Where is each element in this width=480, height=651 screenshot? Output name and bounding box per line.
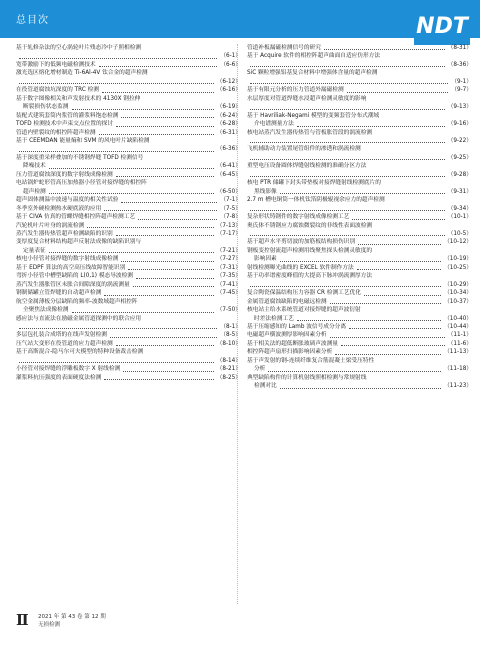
leader-dots: [349, 328, 441, 329]
toc-entry[interactable]: [16, 281, 241, 289]
toc-entry[interactable]: [16, 61, 241, 69]
leader-dots: [297, 320, 441, 321]
toc-entry[interactable]: [16, 298, 241, 315]
toc-page-number: （6-28）: [216, 121, 241, 128]
leader-dots: [280, 388, 441, 389]
toc-entry[interactable]: [16, 365, 241, 373]
toc-entry[interactable]: [16, 238, 241, 255]
leader-dots: [104, 210, 217, 211]
toc-page-number: （9-16）: [447, 121, 472, 128]
leader-dots: [49, 168, 214, 169]
toc-entry-title: 基于深度重采样叠加的不锈钢焊缝 TOFD 检测信号: [16, 154, 144, 161]
toc-page-number: （6-6）: [220, 61, 241, 68]
toc-page-number: （6-41）: [216, 163, 241, 170]
toc-page-number: （9-31）: [447, 188, 472, 195]
toc-page-number: （10-40）: [444, 315, 472, 322]
toc-entry-text: 时差法检测工艺: [254, 315, 294, 322]
toc-entry-title: 激光选区熔化增材制造 Ti-6Al-4V 钛合金的超声检测: [16, 70, 148, 77]
toc-entry-text: TOFD 检测技术中声束交点位置的探讨: [16, 121, 114, 128]
logo-text: NDT: [416, 14, 468, 39]
toc-page-number: （7-45）: [216, 290, 241, 297]
toc-entry-text: 分析: [254, 366, 266, 373]
toc-page-number: （9-7）: [451, 87, 472, 94]
toc-entry[interactable]: [247, 129, 472, 146]
toc-entry[interactable]: [16, 331, 241, 339]
toc-entry[interactable]: [247, 238, 472, 246]
toc-entry-text: 压力管道腐蚀深度的数字射线成像检测: [16, 171, 113, 178]
leader-dots: [121, 117, 213, 118]
leader-dots: [250, 66, 445, 67]
toc-page-number: （11-18）: [444, 366, 472, 373]
leader-dots: [102, 92, 214, 93]
toc-entry[interactable]: [247, 69, 472, 86]
toc-entry-text: 断裂损伤状态监测: [23, 104, 69, 111]
leader-dots: [324, 49, 445, 50]
leader-dots: [19, 362, 214, 363]
toc-entry-text: 装配式建筑套筒内浆管的灌浆料饱态检测: [16, 112, 119, 119]
leader-dots: [19, 151, 214, 152]
toc-entry-text: 弯折小径管中槽型缺陷的 L(0,1) 模态导波检测: [16, 273, 133, 280]
leader-dots: [330, 303, 441, 304]
toc-entry[interactable]: [16, 222, 241, 230]
toc-entry-text: 电磁超声横波测厚影响因素分析: [247, 332, 327, 339]
toc-entry-title: 基于高斯混合-隐马尔可夫模型的特种设备裁击检测: [16, 349, 144, 356]
leader-dots: [121, 202, 217, 203]
toc-page-number: （9-22）: [447, 137, 472, 144]
leader-dots: [116, 345, 214, 346]
leader-dots: [87, 227, 213, 228]
toc-entry[interactable]: [247, 52, 472, 69]
toc-entry[interactable]: [16, 44, 241, 52]
toc-entry[interactable]: [247, 306, 472, 323]
toc-entry[interactable]: [16, 264, 241, 272]
toc-entry-text: 基于相关法的超低断胀玻璃声波测量: [247, 340, 338, 347]
toc-entry-text: 黑线影像: [254, 188, 277, 195]
toc-entry-title: 核电站蒸汽发生器传热管与管板胀管段的涡流检测: [247, 129, 373, 136]
leader-dots: [280, 193, 445, 194]
toc-right-column: [247, 44, 472, 391]
leader-dots: [297, 126, 445, 127]
toc-entry-text: 冬季室外硬检测热水硬底液的应用: [16, 205, 102, 212]
toc-entry-title: 变厚度复合材料结构超声反射法成像的缺陷识别与: [16, 239, 142, 246]
leader-dots: [116, 235, 214, 236]
toc-entry-title: 基于功率谱密度峰值的大提高下脉冲涡流测厚方法: [247, 273, 373, 280]
toc-page-number: （9-13）: [447, 104, 472, 111]
toc-page-number: （7-1）: [220, 197, 241, 204]
toc-entry-title: 基于 CEEMDAN 能量熵和 SVM 的风电叶片缺陷检测: [16, 137, 150, 144]
toc-entry-text: 基于轧修杂法的空心涡轮叶片残态冷中子照相检测: [16, 45, 142, 51]
leader-dots: [364, 295, 441, 296]
toc-entry-text: 复合陶瓷保温结构压力容器 CR 检测工艺优化: [247, 290, 361, 297]
toc-entry-text: 影响因素: [254, 256, 277, 263]
leader-dots: [19, 328, 217, 329]
toc-page-number: （10-19）: [444, 256, 472, 263]
toc-page-number: （10-25）: [444, 264, 472, 271]
toc-page-number: （7-31）: [216, 264, 241, 271]
toc-page-number: （7-50）: [216, 307, 241, 314]
toc-page-number: （8-14）: [216, 357, 241, 364]
toc-entry-text: 管道补板漏磁检测信号的研究: [247, 45, 321, 51]
toc-entry[interactable]: [16, 112, 241, 120]
toc-entry[interactable]: [247, 374, 472, 391]
toc-entry[interactable]: [247, 162, 472, 179]
leader-dots: [341, 345, 445, 346]
leader-dots: [250, 109, 445, 110]
leader-dots: [357, 269, 441, 270]
toc-page-number: （11-1）: [447, 332, 472, 339]
leader-dots: [110, 337, 217, 338]
toc-page-number: （7-13）: [216, 222, 241, 229]
leader-dots: [72, 109, 214, 110]
toc-page-number: （6-19）: [216, 104, 241, 111]
toc-entry[interactable]: [16, 205, 241, 213]
toc-entry-title: 典型缺陷构件的计算机射线照相检测与常规射线: [247, 374, 367, 381]
leader-dots: [138, 219, 217, 220]
toc-entry-title: 基于 Acquire 软件的相控阵超声曲面自适应仿形方法: [247, 53, 381, 60]
toc-entry[interactable]: [247, 331, 472, 339]
toc-entry-text: 超声检测: [23, 188, 46, 195]
toc-entry-text: 定量表征: [23, 247, 46, 254]
header-bar: [0, 0, 480, 38]
toc-page-number: （8-31）: [447, 45, 472, 51]
toc-page-number: （10-34）: [444, 290, 472, 297]
toc-entry-title: SiC 颗粒增强铝基复合材料中增强体含量的超声检测: [247, 70, 378, 77]
toc-page-number: （11-6）: [447, 340, 472, 347]
toc-page-number: （8-36）: [447, 61, 472, 68]
toc-entry-title: 基于数字图像相关和声发射技术的 4130X 钢拉伸: [16, 95, 141, 102]
toc-entry[interactable]: [16, 213, 241, 221]
leader-dots: [19, 58, 217, 59]
toc-entry[interactable]: [247, 323, 472, 331]
toc-page-number: （10-5）: [447, 230, 472, 237]
toc-entry-title: 电站锅炉蛇形管高压加热器小径管对接焊缝的相控阵: [16, 180, 147, 187]
leader-dots: [352, 219, 444, 220]
toc-entry-text: 小径管对接焊缝的浮雕板数字 X 射线检测: [16, 366, 121, 373]
toc-entry-title: 水层厚度对管道焊缝水浸超声检测灵敏度的影响: [247, 95, 367, 102]
leader-dots: [250, 142, 445, 143]
toc-entry[interactable]: [247, 196, 472, 213]
ndt-logo-icon: [414, 5, 470, 45]
toc-entry[interactable]: [16, 272, 241, 280]
toc-page-number: （8-5）: [220, 332, 241, 339]
toc-entry[interactable]: [16, 196, 241, 204]
toc-entry[interactable]: [16, 179, 241, 196]
toc-page-number: （6-16）: [216, 87, 241, 94]
journal-name: 无损检测: [38, 622, 61, 628]
toc-page-number: （8-10）: [216, 340, 241, 347]
leader-dots: [136, 278, 214, 279]
toc-entry-text: 相控阵超声扇形扫描影响因素分析: [247, 349, 333, 356]
toc-page-number: （7-35）: [216, 273, 241, 280]
toc-entry[interactable]: [247, 340, 472, 348]
toc-page-number: （6-31）: [216, 129, 241, 136]
leader-dots: [347, 92, 449, 93]
leader-dots: [99, 134, 214, 135]
toc-entry[interactable]: [247, 247, 472, 264]
toc-entry[interactable]: [16, 230, 241, 238]
leader-dots: [280, 261, 441, 262]
toc-entry[interactable]: [16, 95, 241, 112]
toc-entry-title: 重型电压设备圆体焊缝射线检测的准确分区方法: [247, 163, 367, 170]
toc-page-number: （10-29）: [444, 281, 472, 288]
toc-entry-title: 核电 PTR 储罐下封头带垫板对接焊缝射线检测底片的: [247, 180, 381, 187]
toc-entry-text: 灌浆料抗压强度的表面硬度法检测: [16, 374, 102, 381]
leader-dots: [19, 83, 214, 84]
toc-page-number: （11-23）: [444, 383, 472, 390]
toc-entry[interactable]: [16, 129, 241, 137]
toc-page-number: （10-37）: [444, 298, 472, 305]
leader-dots: [250, 235, 445, 236]
leader-dots: [133, 286, 214, 287]
toc-entry-text: 基于压缩感知的 Lamb 波信号成分分离: [247, 323, 347, 330]
toc-entry[interactable]: [247, 222, 472, 239]
toc-entry-text: 蒸汽发生器传热管超声检测缺陷的识别: [16, 230, 113, 237]
toc-page-number: （7-41）: [216, 281, 241, 288]
page-title: 总目次: [16, 15, 49, 26]
toc-entry-title: 基于 Havriliak-Negami 模型的变频套管分布式潮域: [247, 112, 380, 119]
leader-dots: [250, 159, 445, 160]
toc-page-number: （6-12）: [216, 78, 241, 85]
toc-entry-text: 全聚焦法成像检测: [23, 307, 69, 314]
leader-dots: [250, 286, 441, 287]
toc-entry-title: 钢板变控射流超声检测用线聚焦探头检测灵敏度的: [247, 247, 373, 254]
toc-page-number: （8-1）: [220, 323, 241, 330]
toc-page-number: （6-36）: [216, 146, 241, 153]
toc-entry[interactable]: [16, 348, 241, 365]
toc-page-number: （9-34）: [447, 205, 472, 212]
toc-entry[interactable]: [16, 154, 241, 171]
leader-dots: [99, 66, 218, 67]
toc-entry[interactable]: [247, 289, 472, 297]
toc-entry[interactable]: [16, 315, 241, 332]
toc-entry[interactable]: [16, 340, 241, 348]
leader-dots: [123, 371, 214, 372]
toc-entry[interactable]: [247, 44, 472, 52]
toc-entry-text: 射线检测曝光曲线的 EXCEL 软件制作方法: [247, 264, 354, 271]
toc-entry-text: 多层包扎装合成塔的在线声发射检测: [16, 332, 107, 339]
toc-entry[interactable]: [16, 374, 241, 382]
toc-entry-text: 检测对比: [254, 383, 277, 390]
leader-dots: [335, 354, 441, 355]
toc-entry[interactable]: [16, 52, 241, 60]
leader-dots: [116, 126, 214, 127]
toc-entry-text: 压气站大变形在役管道的应力超声检测: [16, 340, 113, 347]
leader-dots: [128, 269, 213, 270]
leader-dots: [250, 210, 445, 211]
leader-dots: [358, 244, 441, 245]
toc-entry[interactable]: [247, 298, 472, 306]
toc-entry[interactable]: [16, 255, 241, 263]
toc-page-number: （8-21）: [216, 366, 241, 373]
toc-entry-text: 蒸汽发生器胀管区未胀合间隙深度的涡流测量: [16, 281, 130, 288]
toc-page-number: （11-13）: [444, 349, 472, 356]
toc-entry[interactable]: [16, 171, 241, 179]
toc-entry-text: 超声固体测温中波速与温度的相关性试验: [16, 197, 119, 204]
leader-dots: [104, 379, 213, 380]
leader-dots: [121, 261, 213, 262]
toc-page-number: （9-25）: [447, 154, 472, 161]
toc-entry-title: 航空金属薄板分层缺陷的频率-波数域超声相控阵: [16, 298, 138, 305]
toc-entry-title: 2.7 m 槽电铜筒一体机钛箔阴极辊视余应力的超声检测: [247, 197, 385, 204]
toc-entry-text: 核电小径管对接焊缝的数字射线成像检测: [16, 256, 119, 263]
toc-entry-text: 基于超声水平剪切波的加筋板结构损伤识别: [247, 239, 356, 246]
toc-entry[interactable]: [247, 213, 472, 221]
toc-entry-title: 感应法与直流法在励磁金属管道探测中的联合应用: [16, 315, 142, 322]
toc-entry[interactable]: [247, 272, 472, 289]
footer: [16, 605, 316, 645]
toc-entry-text: 复杂形状铸钢件的数字射线成像检测工艺: [247, 214, 350, 221]
leader-dots: [49, 252, 214, 253]
leader-dots: [330, 337, 445, 338]
toc-entry[interactable]: [247, 348, 472, 356]
toc-entry[interactable]: [16, 137, 241, 154]
toc-page-number: （8-25）: [216, 374, 241, 381]
leader-dots: [250, 176, 445, 177]
toc-entry-text: 基于 CIVA 仿真的管螺焊缝相控阵超声检测工艺: [16, 214, 136, 221]
leader-dots: [116, 176, 214, 177]
toc-entry-text: 在役管道腐蚀坑深度的 TRC 检测: [16, 87, 99, 94]
leader-dots: [104, 295, 213, 296]
toc-left-column: [16, 44, 241, 382]
toc-page-number: （7-5）: [220, 205, 241, 212]
toc-page-number: （6-45）: [216, 171, 241, 178]
toc-entry[interactable]: [16, 69, 241, 86]
toc-page-number: （7-27）: [216, 256, 241, 263]
toc-entry-text: 降噪技术: [23, 163, 46, 170]
leader-dots: [250, 83, 448, 84]
toc-entry[interactable]: [247, 112, 472, 129]
toc-entry-title: 飞机辅助动力装置尾管组件的渗透和涡流检测: [247, 146, 361, 153]
toc-page-number: （10-1）: [447, 214, 472, 221]
toc-entry-text: 钢制储罐立管焊缝的自动超声检测: [16, 290, 102, 297]
toc-page-number: （7-17）: [216, 230, 241, 237]
issue-info: 2021 年 第 43 卷 第 12 期: [38, 614, 106, 620]
toc-entry-text: 汽轮机叶片叶身的涡流检测: [16, 222, 85, 229]
toc-entry-text: 基于有限元分析的压力管道外漏磁检测: [247, 87, 344, 94]
toc-entry[interactable]: [16, 289, 241, 297]
toc-entry-text: 基于 EDPF 算法的高空高压线故障智能识别: [16, 264, 126, 271]
toc-entry[interactable]: [16, 86, 241, 94]
leader-dots: [72, 312, 214, 313]
toc-entry-text: 管道内壁裂纹的相控阵超声检测: [16, 129, 96, 136]
toc-entry[interactable]: [247, 179, 472, 196]
toc-entry-title: 核电站主给水系统管道对接焊缝的超声波衍射: [247, 307, 361, 314]
toc-page-number: （9-1）: [451, 78, 472, 85]
toc-page-number: （6-1）: [220, 53, 241, 60]
toc-entry-title: 奥氏体不锈钢应力腐蚀微裂纹的非线性表面波检测: [247, 222, 373, 229]
toc-entry-text: 宽带激励下的低频电磁检测技术: [16, 61, 96, 68]
page-number: Ⅱ: [16, 611, 29, 629]
toc-entry[interactable]: [16, 120, 241, 128]
toc-entry[interactable]: [247, 264, 472, 272]
leader-dots: [268, 371, 441, 372]
toc-entry[interactable]: [247, 145, 472, 162]
toc-entry[interactable]: [247, 86, 472, 94]
toc-entry-text: 介电谱测量方法: [254, 121, 294, 128]
toc-page-number: （9-28）: [447, 171, 472, 178]
toc-page-number: （7-8）: [220, 214, 241, 221]
toc-page-number: （6-24）: [216, 112, 241, 119]
toc-page-number: （6-50）: [216, 188, 241, 195]
toc-page-number: （10-44）: [444, 323, 472, 330]
toc-entry[interactable]: [247, 357, 472, 374]
leader-dots: [49, 193, 214, 194]
toc-page-number: （7-21）: [216, 247, 241, 254]
toc-entry-text: 金属管道腐蚀缺陷的电磁远检测: [247, 298, 327, 305]
toc-entry-title: 基于声发射的钢-连续纤维复合筋混凝土梁受压特性: [247, 357, 375, 364]
toc-page-number: （10-12）: [444, 239, 472, 246]
toc-entry[interactable]: [247, 95, 472, 112]
